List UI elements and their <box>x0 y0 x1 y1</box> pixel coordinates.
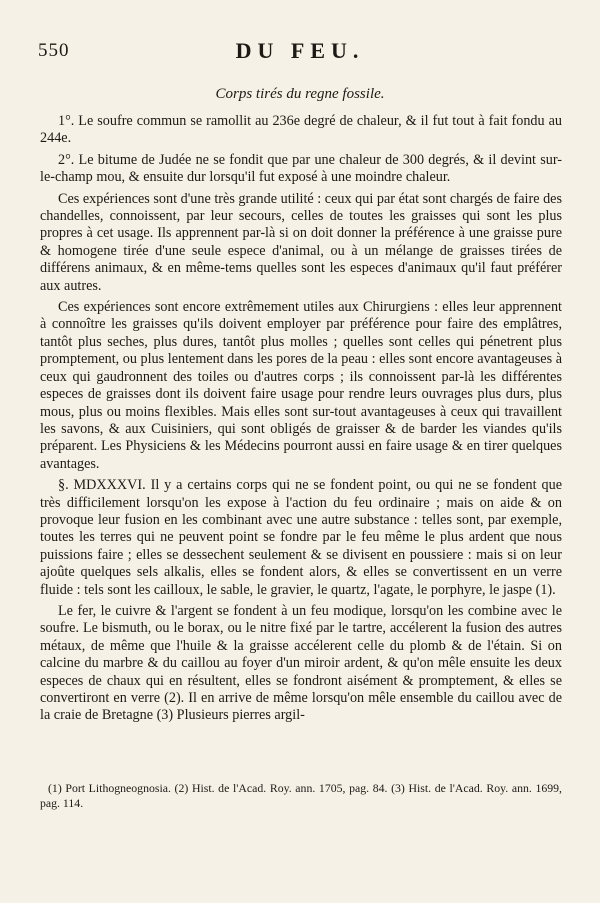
page-header <box>0 40 600 70</box>
footnote-text: (1) Port Lithogneognosia. (2) Hist. de l'Acad. Roy. ann. 1705, pag. 84. (3) Hist. de l'Acad. Roy. ann. 1699, pag. 114. <box>40 781 562 810</box>
paragraph: Le fer, le cuivre & l'argent se fondent à un feu modique, lorsqu'on les combine avec le soufre. Le bismuth, ou le borax, ou le nitre fixé par le tartre, accélerent la fusion des autres métaux, de même que l'huile & la graisse accélerent celle du plomb & de l'étain. Si on calcine du marbre & du caillou au foyer d'un miroir ardent, & qu'on mêle ensuite les deux especes de chaux qui en résultent, elles se fondront aisément & promptement, & elles se convertiront en verre (2). Il en arrive de même lorsqu'on mêle ensemble du caillou avec de la craie de Bretagne (3) Plusieurs pierres argil- <box>40 602 562 724</box>
paragraph: Ces expériences sont encore extrêmement utiles aux Chirurgiens : elles leur apprennent à connoître les graisses qu'ils doivent employer par préférence pour faire des emplâtres, tantôt plus seches, plus dures, tantôt plus molles ; quelles sont celles qui pénetrent plus promptement, ou plus lentement dans les pores de la peau : elles sont encore avantageuses à ceux qui gaudronnent des toiles ou d'autres corps ; ils connoissent par-là les différentes especes de graisses dont ils doivent faire usage pour rendre leurs ouvrages plus durs, plus mous, plus ou moins flexibles. Mais elles sont sur-tout avantageuses à ceux qui travaillent les savons, & aux Cuisiniers, qui sont obligés de graisser & de barder les viandes qu'ils préparent. Les Physiciens & les Médecins pourront aussi en faire usage & en tirer quelques avantages. <box>40 299 562 472</box>
body-text <box>40 113 562 729</box>
paragraph: §. MDXXXVI. Il y a certains corps qui ne se fondent point, ou qui ne se fondent que très difficilement lorsqu'on les expose à l'action du feu ordinaire ; mais on aide & on provoque leur fusion en les combinant avec une autre substance : telles sont, par exemple, toutes les terres qui ne peuvent point se fondre par le feu même le plus ardent que nous puissions faire ; elles se dessechent seulement & se divisent en poussiere : mais si on leur ajoûte quelques sels alkalis, elles se fondent alors, & elles se convertissent en un verre fluide : tels sont les cailloux, le sable, le gravier, le quartz, l'agate, le porphyre, le jaspe (1). <box>40 477 562 598</box>
section-heading: Corps tirés du regne fossile. <box>215 86 385 102</box>
footnotes <box>40 781 562 811</box>
paragraph: Ces expériences sont d'une très grande utilité : ceux qui par état sont chargés de faire des chandelles, connoissent, par leur secours, celles de toutes les graisses qui sont les plus propres à cet usage. Ils apprennent par-là si on doit donner la préférence à une graisse pure & homogene tirée d'une seule espece d'animal, ou à un mélange de graisses tirées de différens animaux, & en même-tems quelles sont les especes d'animaux qu'il faut préférer aux autres. <box>40 190 562 294</box>
paragraph: 2°. Le bitume de Judée ne se fondit que par une chaleur de 300 degrés, & il devint sur-le-champ mou, & ensuite dur lorsqu'il fut exposé à une moindre chaleur. <box>40 151 562 186</box>
paragraph: 1°. Le soufre commun se ramollit au 236e degré de chaleur, & il fut tout à fait fondu au 244e. <box>40 113 562 147</box>
running-title: DU FEU. <box>235 38 365 63</box>
page-number: 550 <box>38 40 70 61</box>
